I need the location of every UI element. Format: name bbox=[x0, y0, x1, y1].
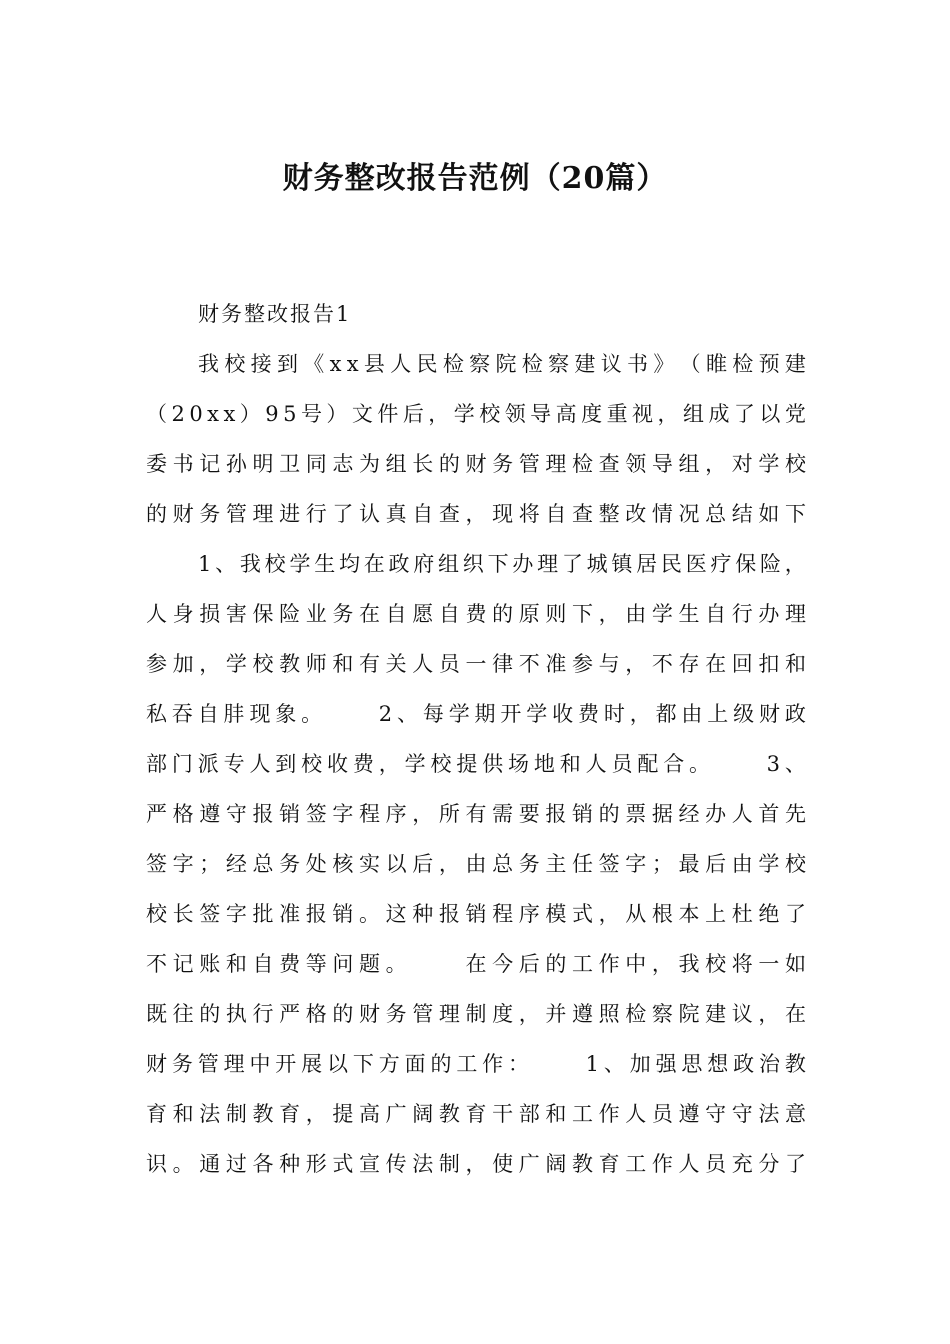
section-heading: 财务整改报告1 bbox=[198, 302, 352, 326]
paragraph-line: 委 书 记 孙 明 卫 同 志 为 组 长 的 财 务 管 理 检 查 领 导 组 ， 对 学 校 bbox=[146, 452, 806, 476]
paragraph-line: 校 长 签 字 批 准 报 销 。 这 种 报 销 程 序 模 式 ， 从 根 本 上 杜 绝 了 bbox=[146, 902, 806, 926]
paragraph-line: 识 。 通 过 各 种 形 式 宣 传 法 制 ， 使 广 阔 教 育 工 作 人 员 充 分 了 bbox=[146, 1152, 806, 1176]
paragraph-line: 我 校 接 到 《 x x 县 人 民 检 察 院 检 察 建 议 书 》 （ 睢 检 预 建 bbox=[198, 352, 806, 376]
paragraph-line: 签 字 ； 经 总 务 处 核 实 以 后 ， 由 总 务 主 任 签 字 ； 最 后 由 学 校 bbox=[146, 852, 806, 876]
paragraph-line: 1 、 我 校 学 生 均 在 政 府 组 织 下 办 理 了 城 镇 居 民 医 疗 保 险 ， bbox=[198, 552, 806, 576]
paragraph-line: 人 身 损 害 保 险 业 务 在 自 愿 自 费 的 原 则 下 ， 由 学 生 自 行 办 理 bbox=[146, 602, 806, 626]
paragraph-line: 的 财 务 管 理 进 行 了 认 真 自 查 ， 现 将 自 查 整 改 情 况 总 结 如 下 bbox=[146, 502, 806, 526]
document-title: 财务整改报告范例（20篇） bbox=[282, 161, 668, 196]
paragraph-line: 育 和 法 制 教 育 ， 提 高 广 阔 教 育 干 部 和 工 作 人 员 遵 守 守 法 意 bbox=[146, 1102, 806, 1126]
paragraph-line: （ 2 0 x x ） 9 5 号 ） 文 件 后 ， 学 校 领 导 高 度 重 视 ， 组 成 了 以 党 bbox=[146, 402, 806, 426]
paragraph-line: 不 记 账 和 自 费 等 问 题 。 在 今 后 的 工 作 中 ， 我 校 将 一 如 bbox=[146, 952, 806, 976]
paragraph-line: 私 吞 自 肨 现 象 。 2 、 每 学 期 开 学 收 费 时 ， 都 由 上 级 财 政 bbox=[146, 702, 806, 726]
paragraph-line: 既 往 的 执 行 严 格 的 财 务 管 理 制 度 ， 并 遵 照 检 察 院 建 议 ， 在 bbox=[146, 1002, 806, 1026]
paragraph-line: 财 务 管 理 中 开 展 以 下 方 面 的 工 作 ： 1 、 加 强 思 想 政 治 教 bbox=[146, 1052, 806, 1076]
paragraph-line: 参 加 ， 学 校 教 师 和 有 关 人 员 一 律 不 准 参 与 ， 不 存 在 回 扣 和 bbox=[146, 652, 806, 676]
paragraph-line: 部 门 派 专 人 到 校 收 费 ， 学 校 提 供 场 地 和 人 员 配 合 。 3 、 bbox=[146, 752, 806, 776]
paragraph-line: 严 格 遵 守 报 销 签 字 程 序 ， 所 有 需 要 报 销 的 票 据 经 办 人 首 先 bbox=[146, 802, 806, 826]
